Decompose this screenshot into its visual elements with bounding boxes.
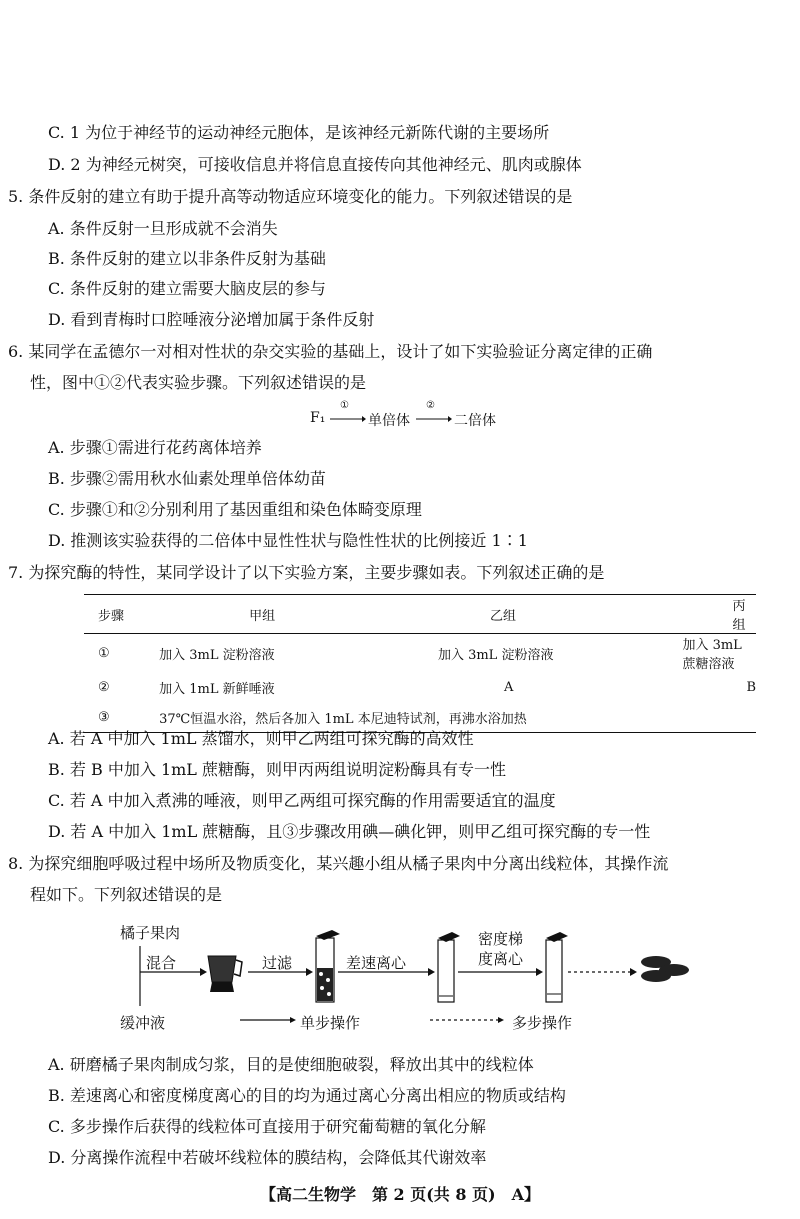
q4-option-d: D. 2 为神经元树突，可接收信息并将信息直接传向其他神经元、肌肉或腺体 [48, 155, 582, 174]
q6-stem-line2: 性，图中①②代表实验步骤。下列叙述错误的是 [30, 373, 367, 392]
table-cell-merged: 37℃恒温水浴，然后各加入 1mL 本尼迪特试剂，再沸水浴加热 [159, 711, 527, 727]
fig-legend-single: 单步操作 [300, 1014, 361, 1032]
fig-label-density-2: 度离心 [478, 950, 524, 968]
q5-option-a: A. 条件反射一旦形成就不会消失 [48, 219, 278, 238]
q5-stem: 5. 条件反射的建立有助于提升高等动物适应环境变化的能力。下列叙述错误的是 [8, 187, 573, 206]
q6-flow-diagram [310, 400, 510, 432]
table-cell: 加入 3mL 蔗糖溶液 [682, 638, 742, 672]
table-row [84, 672, 756, 702]
table-cell: ③ [98, 709, 110, 725]
fig-label-density-1: 密度梯 [478, 930, 524, 948]
mitochondria-icon [641, 956, 689, 982]
table-cell: A [503, 679, 514, 695]
q8-process-figure [100, 910, 720, 1040]
q6-option-d: D. 推测该实验获得的二倍体中显性性状与隐性性状的比例接近 1∶1 [48, 531, 528, 550]
table-header-group-b: 乙组 [489, 608, 516, 624]
table-cell: 加入 3mL 淀粉溶液 [159, 647, 275, 663]
flow-haploid: 单倍体 [368, 413, 410, 429]
q6-stem-line1: 6. 某同学在孟德尔一对相对性状的杂交实验的基础上，设计了如下实验验证分离定律的正确 [8, 342, 653, 361]
q7-option-b: B. 若 B 中加入 1mL 蔗糖酶，则甲丙两组说明淀粉酶具有专一性 [48, 760, 507, 779]
fig-legend-multi: 多步操作 [512, 1014, 573, 1032]
q6-option-c: C. 步骤①和②分别利用了基因重组和染色体畸变原理 [48, 500, 422, 519]
flow-arrow-1-icon [330, 414, 366, 424]
fig-drawing [100, 910, 720, 1040]
fig-label-buffer: 缓冲液 [120, 1014, 166, 1032]
fig-label-filter: 过滤 [262, 954, 293, 972]
table-cell: 加入 3mL 淀粉溶液 [437, 647, 554, 663]
flow-arrow-2-icon [416, 414, 452, 424]
table-cell: 加入 1mL 新鲜唾液 [159, 681, 275, 697]
test-tube-3-icon [546, 932, 568, 1002]
q7-option-c: C. 若 A 中加入煮沸的唾液，则甲乙两组可探究酶的作用需要适宜的温度 [48, 791, 556, 810]
fig-label-mix: 混合 [146, 954, 177, 972]
table-header-group-a: 甲组 [249, 608, 276, 624]
table-header-row [84, 595, 756, 634]
flow-f1: F₁ [310, 410, 326, 426]
test-tube-1-icon [316, 930, 340, 1002]
test-tube-2-icon [438, 932, 460, 1002]
page-footer: 【高二生物学 第 2 页(共 8 页) A】 [259, 1185, 541, 1204]
q4-option-c: C. 1 为位于神经节的运动神经元胞体，是该神经元新陈代谢的主要场所 [48, 123, 550, 142]
table-header-group-c: 丙组 [732, 599, 746, 633]
q7-option-a: A. 若 A 中加入 1mL 蒸馏水，则甲乙两组可探究酶的高效性 [48, 729, 474, 748]
table-row [84, 634, 756, 673]
q8-stem-line1: 8. 为探究细胞呼吸过程中场所及物质变化，某兴趣小组从橘子果肉中分离出线粒体，其操作流 [8, 854, 669, 873]
table-cell: ② [98, 679, 110, 695]
q5-option-c: C. 条件反射的建立需要大脑皮层的参与 [48, 279, 326, 298]
q7-steps-table [84, 594, 756, 733]
blender-icon [208, 956, 242, 992]
flow-step2-label: ② [426, 400, 435, 411]
fig-label-diff-centrifuge: 差速离心 [346, 954, 407, 972]
q8-option-c: C. 多步操作后获得的线粒体可直接用于研究葡萄糖的氧化分解 [48, 1117, 486, 1136]
q6-option-b: B. 步骤②需用秋水仙素处理单倍体幼苗 [48, 469, 326, 488]
fig-label-fruit: 橘子果肉 [120, 924, 181, 942]
flow-diploid: 二倍体 [454, 413, 496, 429]
q7-stem: 7. 为探究酶的特性，某同学设计了以下实验方案，主要步骤如表。下列叙述正确的是 [8, 563, 605, 582]
q8-option-a: A. 研磨橘子果肉制成匀浆，目的是使细胞破裂，释放出其中的线粒体 [48, 1055, 534, 1074]
flow-step1-label: ① [340, 400, 349, 411]
table-cell: ① [98, 645, 110, 661]
q5-option-d: D. 看到青梅时口腔唾液分泌增加属于条件反射 [48, 310, 375, 329]
table-cell: B [746, 679, 756, 695]
q8-option-d: D. 分离操作流程中若破坏线粒体的膜结构，会降低其代谢效率 [48, 1148, 487, 1167]
q8-stem-line2: 程如下。下列叙述错误的是 [30, 885, 223, 904]
q5-option-b: B. 条件反射的建立以非条件反射为基础 [48, 249, 326, 268]
q7-option-d: D. 若 A 中加入 1mL 蔗糖酶，且③步骤改用碘—碘化钾，则甲乙组可探究酶的专一性 [48, 822, 651, 841]
q6-option-a: A. 步骤①需进行花药离体培养 [48, 438, 262, 457]
table-header-step: 步骤 [98, 608, 125, 624]
q8-option-b: B. 差速离心和密度梯度离心的目的均为通过离心分离出相应的物质或结构 [48, 1086, 566, 1105]
